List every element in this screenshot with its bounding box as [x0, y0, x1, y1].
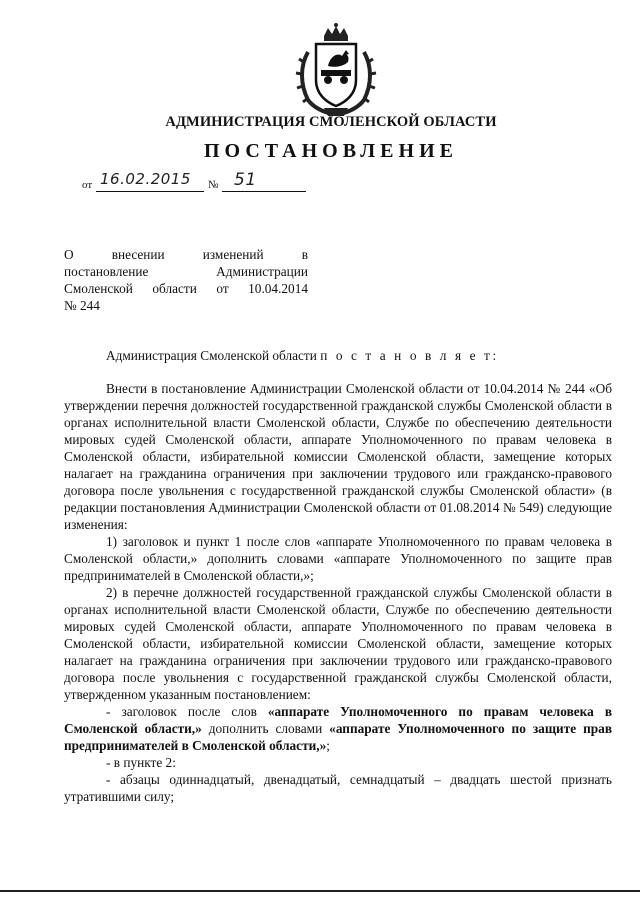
number-handwritten: 51: [234, 170, 257, 190]
page-bottom-rule: [0, 890, 640, 892]
date-handwritten: 16.02.2015: [100, 170, 191, 188]
document-type-title: ПОСТАНОВЛЕНИЕ: [204, 140, 458, 162]
subitem-repeal: - абзацы одиннадцатый, двенадцатый, семнадцатый – двадцать шестой признать утратившими силу;: [64, 772, 612, 804]
subitem-heading-change: - заголовок после слов «аппарате Уполномоченного по правам человека в Смоленской области,» дополнить словами «аппарате Уполномоченного по защите прав предпринимателей в Смоленской области,»;: [64, 704, 612, 753]
list-item-2: 2) в перечне должностей государственной гражданской службы Смоленской области в органах исполнительной власти Смоленской области, Службе по обеспечению деятельности мировых судей Смоленской области, аппарате Уполномоченного по правам человека в Смоленской области, избирательной комиссии Смоленской области, замещение которых налагает на гражданина ограничения при заключении трудового или гражданско-правового договора после увольнения с государственной гражданской службы Смоленской области, утвержденном указанным постановлением:: [64, 585, 612, 702]
smolensk-coat-of-arms-icon: [294, 22, 378, 118]
date-prefix: от: [82, 179, 93, 191]
subject-line: постановление Администрации: [64, 264, 308, 279]
date-number-line: [82, 170, 302, 194]
document-subject: [64, 246, 308, 314]
list-item-1: 1) заголовок и пункт 1 после слов «аппарате Уполномоченного по правам человека в Смоленской области,» дополнить словами «аппарате Уполномоченного по защите прав предпринимателей в Смоленской области,»;: [64, 534, 612, 583]
paragraph-main: Внести в постановление Администрации Смоленской области от 10.04.2014 № 244 «Об утверждении перечня должностей государственной гражданской службы Смоленской области в органах исполнительной власти Смоленской области, Службе по обеспечению деятельности мировых судей Смоленской области, аппарате Уполномоченного по правам человека в Смоленской области, избирательной комиссии Смоленской области, замещение которых налагает на гражданина ограничения при заключении трудового или гражданско-правового договора после увольнения с государственной гражданской службы Смоленской области» (в редакции постановления Администрации Смоленской области от 01.08.2014 № 549) следующие изменения:: [64, 381, 612, 532]
organization-name: АДМИНИСТРАЦИЯ СМОЛЕНСКОЙ ОБЛАСТИ: [165, 114, 497, 130]
preamble: [64, 347, 612, 364]
number-underline: [222, 191, 306, 192]
number-prefix: №: [208, 179, 219, 191]
subject-line: Смоленской области от 10.04.2014: [64, 281, 308, 296]
preamble-text: Администрация Смоленской области: [106, 348, 321, 363]
preamble-decree-word: п о с т а н о в л я е т:: [320, 348, 499, 363]
subject-line: О внесении изменений в: [64, 247, 308, 262]
subject-line: № 244: [64, 298, 100, 313]
document-body: [64, 347, 612, 805]
subitem-point-2: - в пункте 2:: [106, 755, 176, 770]
date-underline: [96, 191, 204, 192]
